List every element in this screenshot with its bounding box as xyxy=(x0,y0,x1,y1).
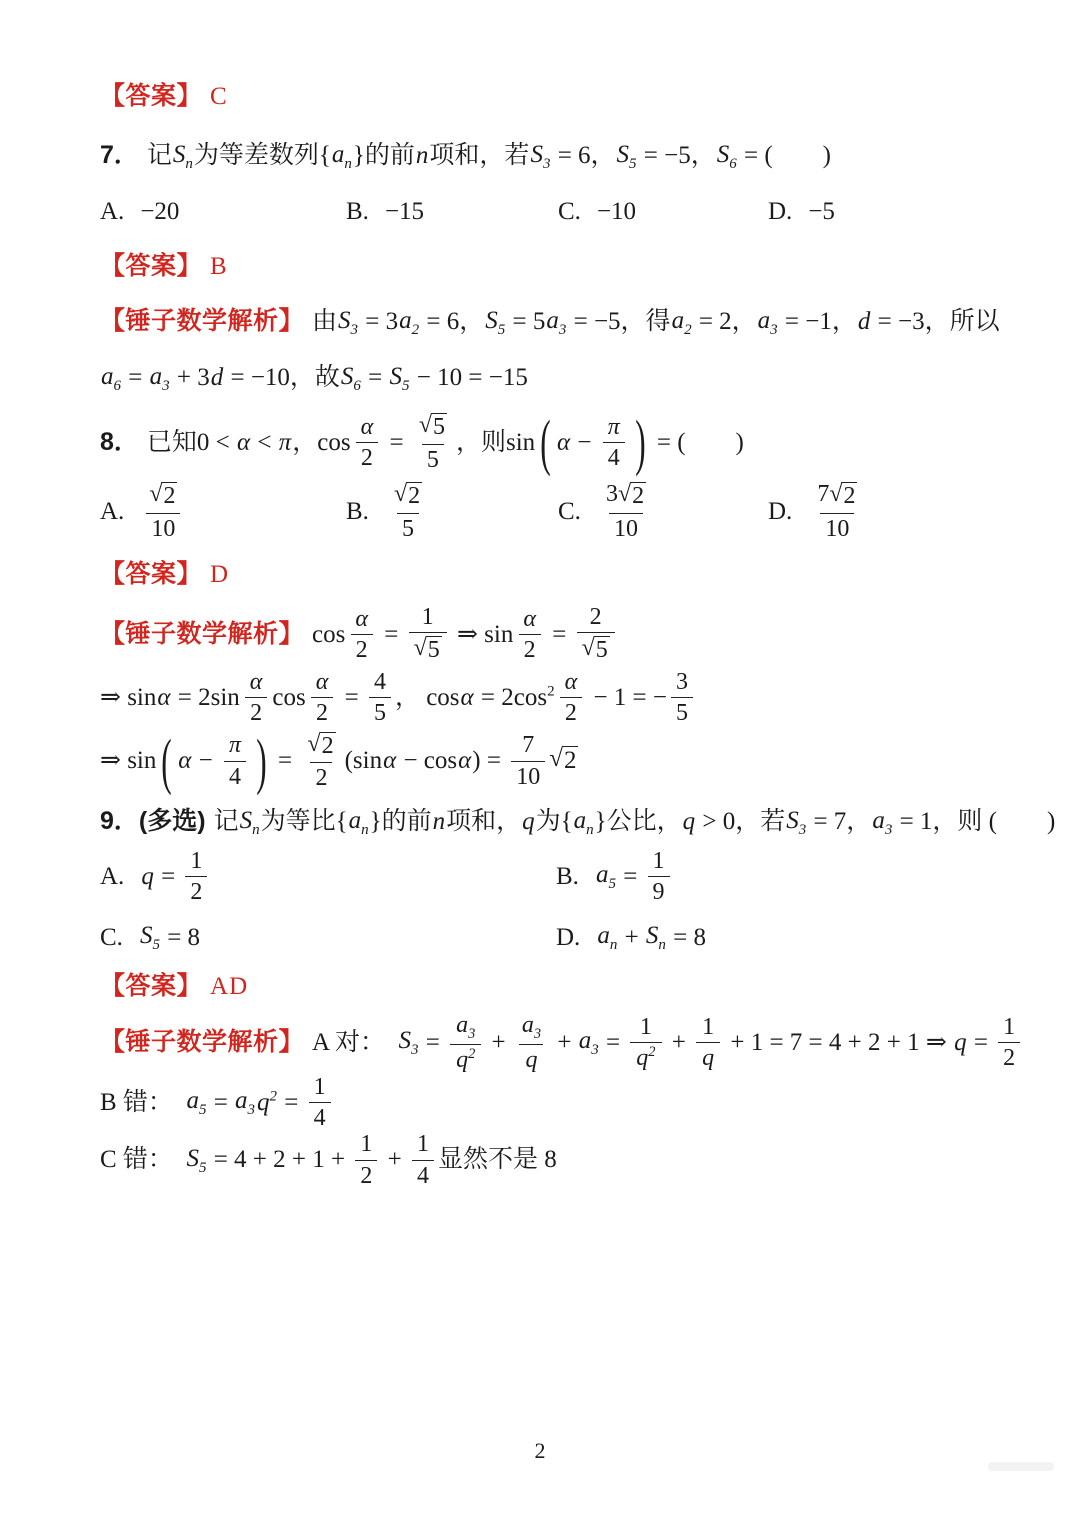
question-8-option-a xyxy=(100,481,346,542)
analysis-q9-lineB xyxy=(100,1074,992,1132)
question-7-number: 7． xyxy=(100,141,139,169)
question-7-option-d xyxy=(768,198,992,226)
analysis-q9-mathB: B 错： $a_5$ = $a_3$ $q^2$ = $\frac{1}{4}$ xyxy=(100,1074,335,1132)
question-9-text: 记 $S_n$ 为等比{ $a_n$ }的前 n 项和， q 为{ $a_n$ }公比， q > 0，若 $S_3$ = 7， $a_3$ = 1，则 ( ) xyxy=(213,806,1056,838)
question-9-stem xyxy=(100,804,1056,840)
answer-block-previous xyxy=(100,80,992,114)
question-7-stem xyxy=(100,138,992,174)
analysis-q8-line2 xyxy=(100,669,992,727)
page-footer xyxy=(0,1438,1080,1464)
analysis-q8-math1: cos $\frac{\alpha}{2}$ = 1 √ 5 ⇒ sin $\frac{\alpha}{2}$ = 2 √ 5 xyxy=(312,604,619,665)
question-7-option-b xyxy=(346,198,558,226)
option-value: −10 xyxy=(596,198,637,225)
option-value: √ 2 5 xyxy=(393,481,421,542)
option-letter: D. xyxy=(556,923,581,951)
option-letter: A. xyxy=(100,198,125,225)
analysis-q7-math2: $a_6$ = $a_3$ + 3 d = −10，故 $S_6$ = $S_5$ − 10 = −15 xyxy=(101,363,528,394)
option-value: $a_n$ + $S_n$ = 8 xyxy=(597,921,707,953)
option-value: 7 √ 2 10 xyxy=(817,481,856,542)
question-8-options xyxy=(100,481,992,542)
answer-block-q8 xyxy=(100,558,992,592)
answer-block-q9 xyxy=(100,970,992,1004)
question-9-option-c xyxy=(100,922,556,954)
question-8-option-d xyxy=(768,481,992,542)
answer-value-q8: D xyxy=(210,561,230,589)
analysis-label: 【锤子数学解析】 xyxy=(100,1027,305,1056)
option-value: −5 xyxy=(808,198,835,225)
analysis-q8-line1 xyxy=(100,604,992,665)
answer-label: 【答案】 xyxy=(100,82,203,110)
question-7-option-a xyxy=(100,198,346,226)
analysis-q7-line2 xyxy=(100,360,992,396)
answer-label: 【答案】 xyxy=(100,560,203,589)
option-letter: A. xyxy=(100,862,125,890)
faint-watermark xyxy=(988,1462,1054,1471)
question-8-option-c xyxy=(558,481,768,542)
question-8-option-b xyxy=(346,481,558,542)
answer-label: 【答案】 xyxy=(100,971,203,1000)
answer-value-q9: AD xyxy=(210,972,249,1000)
question-8-number: 8． xyxy=(100,427,139,456)
option-value: $a_5$ = $\frac{1}{9}$ xyxy=(595,848,674,906)
analysis-q9-lineC xyxy=(100,1131,992,1189)
question-9-option-d xyxy=(556,922,992,954)
option-letter: C. xyxy=(558,497,581,525)
option-value: √ 2 10 xyxy=(140,481,186,542)
answer-value-previous: C xyxy=(210,83,228,110)
question-7-option-c xyxy=(558,198,768,226)
analysis-q8-math3: ⇒ sin ( α − $\frac{\pi}{4}$ ) = √ 2 2 (sin α − cos α ) = $\frac{7}{10}$ √ 2 xyxy=(100,725,577,796)
option-letter: A. xyxy=(100,497,125,525)
analysis-q9-mathA: A 对： $S_3$ = $\frac{a_3}{q^2}$ + $\frac{a_3}{q}$ + $a_3$ = $\frac{1}{q^2}$ + $\frac{1}{q}$ + 1 = 7 = 4 + 2 + 1 ⇒ q = $\frac{1}{2}$ xyxy=(312,1012,1024,1074)
analysis-q9-mathC: C 错： $S_5$ = 4 + 2 + 1 + $\frac{1}{2}$ + $\frac{1}{4}$ 显然不是 8 xyxy=(100,1131,557,1189)
question-9-options-row1 xyxy=(100,848,992,906)
question-9-number: 9．(多选) xyxy=(100,806,206,835)
question-8-text: 已知0 < α < π ，cos $\frac{\alpha}{2}$ = √ 5 5 ，则sin ( α − $\frac{\pi}{4}$ ) = ( ) xyxy=(146,407,744,478)
option-value: 3 √ 2 10 xyxy=(605,481,645,542)
question-9-options-row2 xyxy=(100,922,992,954)
question-7-options xyxy=(100,198,992,226)
answer-block-q7 xyxy=(100,250,992,284)
question-7-text: 记 $S_n$ 为等差数列{ $a_n$ }的前 n 项和，若 $S_3$ = 6， $S_5$ = −5， $S_6$ = ( ) xyxy=(146,140,831,172)
analysis-q9-lineA xyxy=(100,1011,1016,1074)
option-letter: B. xyxy=(346,198,369,225)
option-value: −15 xyxy=(384,198,425,225)
analysis-q8-line3 xyxy=(100,725,992,796)
answer-value-q7: B xyxy=(210,253,228,280)
question-8-stem xyxy=(100,407,992,478)
option-letter: D. xyxy=(768,497,793,525)
option-value: −20 xyxy=(140,198,180,225)
option-letter: B. xyxy=(346,497,369,525)
analysis-label: 【锤子数学解析】 xyxy=(100,307,305,335)
analysis-q7-line1 xyxy=(100,304,1000,340)
option-value: q = $\frac{1}{2}$ xyxy=(140,848,211,906)
option-letter: D. xyxy=(768,198,793,225)
option-letter: C. xyxy=(558,198,581,225)
option-value: $S_5$ = 8 xyxy=(139,921,201,953)
option-letter: B. xyxy=(556,862,579,890)
question-9-option-a xyxy=(100,848,556,906)
option-letter: C. xyxy=(100,923,123,951)
answer-label: 【答案】 xyxy=(100,252,203,280)
analysis-label: 【锤子数学解析】 xyxy=(100,619,305,648)
analysis-q8-math2: ⇒ sin α = 2sin $\frac{\alpha}{2}$ cos $\frac{\alpha}{2}$ = $\frac{4}{5}$ ， cos α = 2 $\cos^2$ $\frac{\alpha}{2}$ − 1 = − $\frac{3}{5}$ xyxy=(100,669,697,727)
question-9-option-b xyxy=(556,848,992,906)
analysis-q7-math1: 由 $S_3$ = 3 $a_2$ = 6， $S_5$ = 5 $a_3$ = −5，得 $a_2$ = 2， $a_3$ = −1， d = −3，所以 xyxy=(312,306,1000,338)
page-number: 2 xyxy=(534,1438,546,1463)
